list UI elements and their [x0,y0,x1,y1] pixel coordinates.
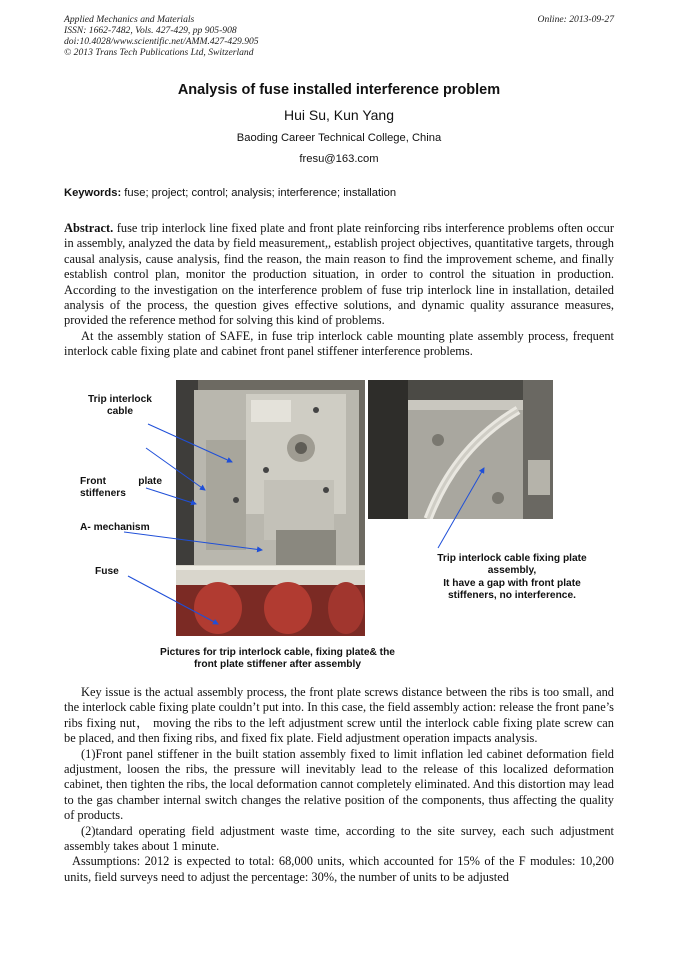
abstract [64,221,614,329]
copyright: © 2013 Trans Tech Publications Ltd, Switzerland [64,47,254,58]
authors: Hui Su, Kun Yang [283,107,394,123]
label-trip-cable: Trip interlock cable [88,394,152,417]
affiliation: Baoding Career Technical College, China [236,132,442,144]
arrow-fuse [128,576,218,624]
paragraph-3: Assumptions: 2012 is expected to total: 68,000 units, which accounted for 15% of the F modules: 10,200 units, field surveys need to adjust the percentage: 30%, the number of units to be adjusted [64,854,614,884]
figure-caption: Pictures for trip interlock cable, fixing plate& the front plate stiffener after assembly [160,647,395,670]
label-fuse: Fuse [95,566,119,577]
online-date: Online: 2013-09-27 [537,14,614,25]
body-section [64,685,614,885]
issn: ISSN: 1662-7482, Vols. 427-429, pp 905-908 [64,25,237,36]
abstract-section [64,221,614,360]
abstract-label: Abstract. [64,221,114,235]
label-a-mechanism: A- mechanism [80,522,150,533]
paragraph-2: (2)tandard operating field adjustment waste time, according to the site survey, each such adjustment assembly takes about 1 minute. [64,823,614,854]
label-fixing-plate: Trip interlock cable fixing plate assembly, [437,553,587,576]
arrow-fixing-plate [438,468,484,548]
label-front-plate-text: Front plate stiffeners [80,476,162,499]
journal-header [64,14,259,58]
paragraph-safe: At the assembly station of SAFE, in fuse trip interlock cable mounting plate assembly process, frequent interlock cable fixing plate and cabinet front panel stiffener interference problems. [64,328,614,359]
label-gap: It have a gap with front plate stiffeners, no interference. [443,578,581,601]
paper-title: Analysis of fuse installed interference problem [177,82,501,98]
arrow-trip-cable [148,424,232,462]
journal-name: Applied Mechanics and Materials [64,14,195,25]
keywords-label: Keywords: [64,187,122,199]
figure [0,376,678,676]
paragraph-1: (1)Front panel stiffener in the built station assembly fixed to limit inflation led cabinet deformation field adjustment, loosen the ribs, the pressure will inevitably lead to the release of this localized deformation cabinet, then tighten the ribs, the local deformation cannot completely eliminated. And this distortion may lead to the gas chamber internal switch changes the relative position of the components, thus affecting the quality of products. [64,746,614,823]
email: fresu@163.com [299,153,379,165]
doi: doi:10.4028/www.scientific.net/AMM.427-429.905 [64,36,259,47]
label-front-plate [80,476,162,500]
paragraph-key-issue: Key issue is the actual assembly process, the front plate screws distance between the ribs is too small, and the interlock cable fixing plate couldn’t put into. In this case, the field assembly action: release the front pane’s ribs fixing nut， moving the ribs to the left adjustment screw until the interlock cable fixing plate screw can be placed, and then fixing ribs, and fixed fix plate. Field adjustment operation impacts analysis. [64,685,614,746]
keywords [64,187,624,199]
keywords-text: fuse; project; control; analysis; interference; installation [121,187,397,199]
abstract-text: fuse trip interlock line fixed plate and front plate reinforcing ribs interference problems often occur in assembly, analyzed the data by field measurement,, establish project objectives, quantitative targets, through causal analysis, cause analysis, find the reason, the main reason to find the improvement scheme, and finally establish control plan, monitor the production situation, in order to control the situation in production. According to the investigation on the interference problem of fuse trip interlock line in installation, detailed analysis of the process, the question gives effective solutions, and dynamic quality assurance measures, provided the reference method for solving this kind of problems. [64,221,614,328]
arrow-a-mechanism [124,532,262,550]
